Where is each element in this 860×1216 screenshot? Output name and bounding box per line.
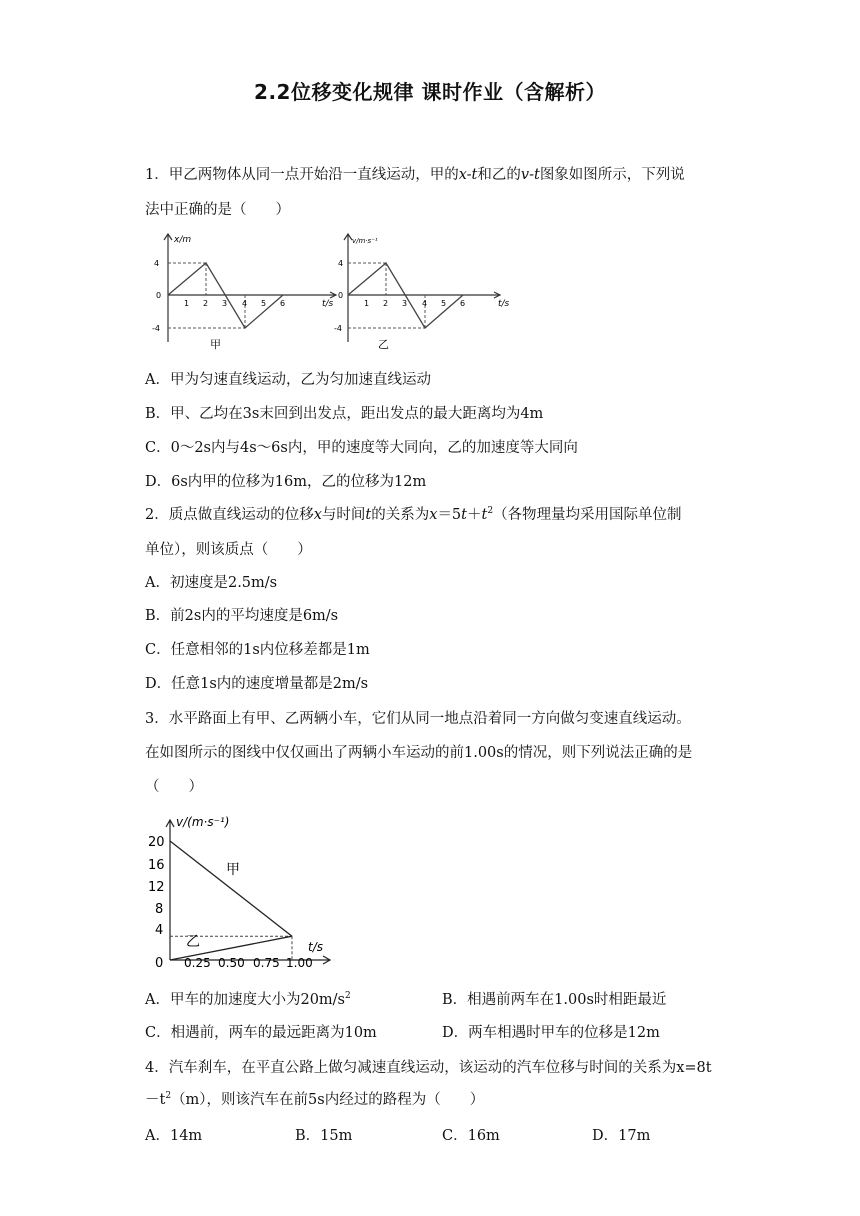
yi-xtick-3: 3 (402, 299, 408, 308)
jia-x-label: t/s (322, 299, 334, 309)
q3-stem-line3: （ ） (145, 779, 203, 795)
yi-y-label: v/m·s⁻¹ (352, 237, 378, 245)
q3-xtick-050: 0.50 (218, 956, 245, 970)
q2-eq-exp: 2 (487, 506, 494, 517)
q4-text-b: （m），则该汽车在前5s内经过的路程为（ ） (171, 1092, 485, 1108)
jia-caption: 甲 (210, 338, 221, 350)
q1-stem-line1 (145, 163, 685, 184)
q2-var-x: x (313, 507, 322, 523)
q4-text-a: －t (145, 1092, 166, 1108)
q3-option-b: B．相遇前两车在1.00s时相距最近 (442, 992, 667, 1008)
yi-caption: 乙 (378, 338, 389, 350)
q3-option-a-sup: 2 (345, 991, 351, 1002)
q3-ytick-12: 12 (148, 880, 165, 895)
jia-ytick-0: 0 (156, 291, 162, 300)
q1-option-a: A．甲为匀速直线运动，乙为匀加速直线运动 (145, 372, 431, 388)
q2-option-d: D．任意1s内的速度增量都是2m/s (145, 676, 369, 692)
q4-option-a: A．14m (145, 1128, 203, 1144)
jia-xtick-3: 3 (222, 299, 228, 308)
q1-option-b: B．甲、乙均在3s末回到出发点，距出发点的最大距离均为4m (145, 406, 544, 422)
q1-graph-yi (330, 230, 520, 350)
page-title: 2.2位移变化规律 课时作业（含解析） (254, 80, 606, 104)
q4-stem-line2 (145, 1088, 484, 1109)
q3-option-c: C．相遇前，两车的最远距离为10m (145, 1025, 377, 1041)
q3-option-d: D．两车相遇时甲车的位移是12m (442, 1025, 660, 1041)
q2-text-a: 2．质点做直线运动的位移 (145, 507, 314, 523)
jia-xtick-5: 5 (261, 299, 267, 308)
q2-stem-line1 (145, 503, 682, 524)
q3-option-a (145, 988, 351, 1009)
q3-xtick-075: 0.75 (253, 956, 280, 970)
q2-eq-mid: ＝5 (437, 507, 462, 523)
yi-xtick-4: 4 (422, 299, 428, 308)
q4-option-d: D．17m (592, 1128, 651, 1144)
q2-text-d: （各物理量均采用国际单位制 (493, 507, 682, 523)
yi-xtick-1: 1 (364, 299, 370, 308)
q1-vt-term: v-t (520, 167, 540, 183)
q3-ytick-4: 4 (155, 923, 164, 938)
q2-option-a: A．初速度是2.5m/s (145, 575, 278, 591)
q3-vt-chart (140, 810, 340, 975)
q3-series-line-jia (170, 841, 292, 936)
q3-label-jia: 甲 (226, 862, 240, 878)
q1-xt-term: x-t (458, 167, 478, 183)
q3-xtick-100: 1.00 (286, 956, 313, 970)
q1-option-d: D．6s内甲的位移为16m，乙的位移为12m (145, 474, 427, 490)
q2-eq-x: x (429, 507, 438, 523)
q4-stem-line1: 4．汽车刹车，在平直公路上做匀减速直线运动，该运动的汽车位移与时间的关系为x=8t (145, 1060, 712, 1076)
q2-option-b: B．前2s内的平均速度是6m/s (145, 608, 339, 624)
q2-eq-plus: ＋ (467, 507, 482, 523)
q2-stem-line2: 单位），则该质点（ ） (145, 542, 312, 558)
jia-xtick-6: 6 (280, 299, 286, 308)
q2-text-c: 的关系为 (371, 507, 430, 523)
yi-ytick-0: 0 (338, 291, 344, 300)
yi-ytick-neg4: -4 (334, 324, 342, 333)
jia-ytick-neg4: -4 (152, 324, 160, 333)
q1-text-a: 1．甲乙两物体从同一点开始沿一直线运动，甲的 (145, 167, 459, 183)
q3-x-label: t/s (308, 940, 323, 954)
q1-graph-jia (150, 230, 340, 350)
q1-stem-line2: 法中正确的是（ ） (145, 202, 290, 218)
jia-xtick-1: 1 (184, 299, 190, 308)
q4-sup: 2 (165, 1091, 172, 1102)
q3-stem-line2: 在如图所示的图线中仅仅画出了两辆小车运动的前1.00s的情况，则下列说法正确的是 (145, 745, 693, 761)
q3-ytick-16: 16 (148, 858, 165, 873)
jia-xtick-2: 2 (203, 299, 209, 308)
q3-xtick-025: 0.25 (184, 956, 211, 970)
q3-stem-line1: 3．水平路面上有甲、乙两辆小车，它们从同一地点沿着同一方向做匀变速直线运动。 (145, 711, 691, 727)
q1-text-b: 和乙的 (477, 167, 521, 183)
yi-xtick-2: 2 (383, 299, 389, 308)
q1-option-c: C．0～2s内与4s～6s内，甲的速度等大同向，乙的加速度等大同向 (145, 440, 578, 456)
q3-option-a-text: A．甲车的加速度大小为20m/s (145, 992, 345, 1008)
q2-eq-t2: t (481, 507, 488, 523)
q3-y-label: v/(m·s⁻¹) (176, 815, 230, 829)
q4-option-b: B．15m (295, 1128, 353, 1144)
q2-option-c: C．任意相邻的1s内位移差都是1m (145, 642, 370, 658)
q3-label-yi: 乙 (186, 934, 200, 950)
yi-ytick-4: 4 (338, 259, 344, 268)
q2-eq-t: t (461, 507, 467, 523)
jia-ytick-4: 4 (154, 259, 160, 268)
q3-origin: 0 (155, 956, 164, 971)
yi-x-label: t/s (498, 299, 510, 309)
q3-ytick-20: 20 (148, 835, 165, 850)
yi-xtick-6: 6 (460, 299, 466, 308)
q4-option-c: C．16m (442, 1128, 500, 1144)
jia-y-label: x/m (174, 235, 192, 245)
jia-xtick-4: 4 (242, 299, 248, 308)
q2-var-t: t (365, 507, 372, 523)
q2-text-b: 与时间 (321, 507, 366, 523)
q3-ytick-8: 8 (155, 902, 164, 917)
yi-xtick-5: 5 (441, 299, 447, 308)
q1-text-c: 图象如图所示，下列说 (539, 167, 685, 183)
